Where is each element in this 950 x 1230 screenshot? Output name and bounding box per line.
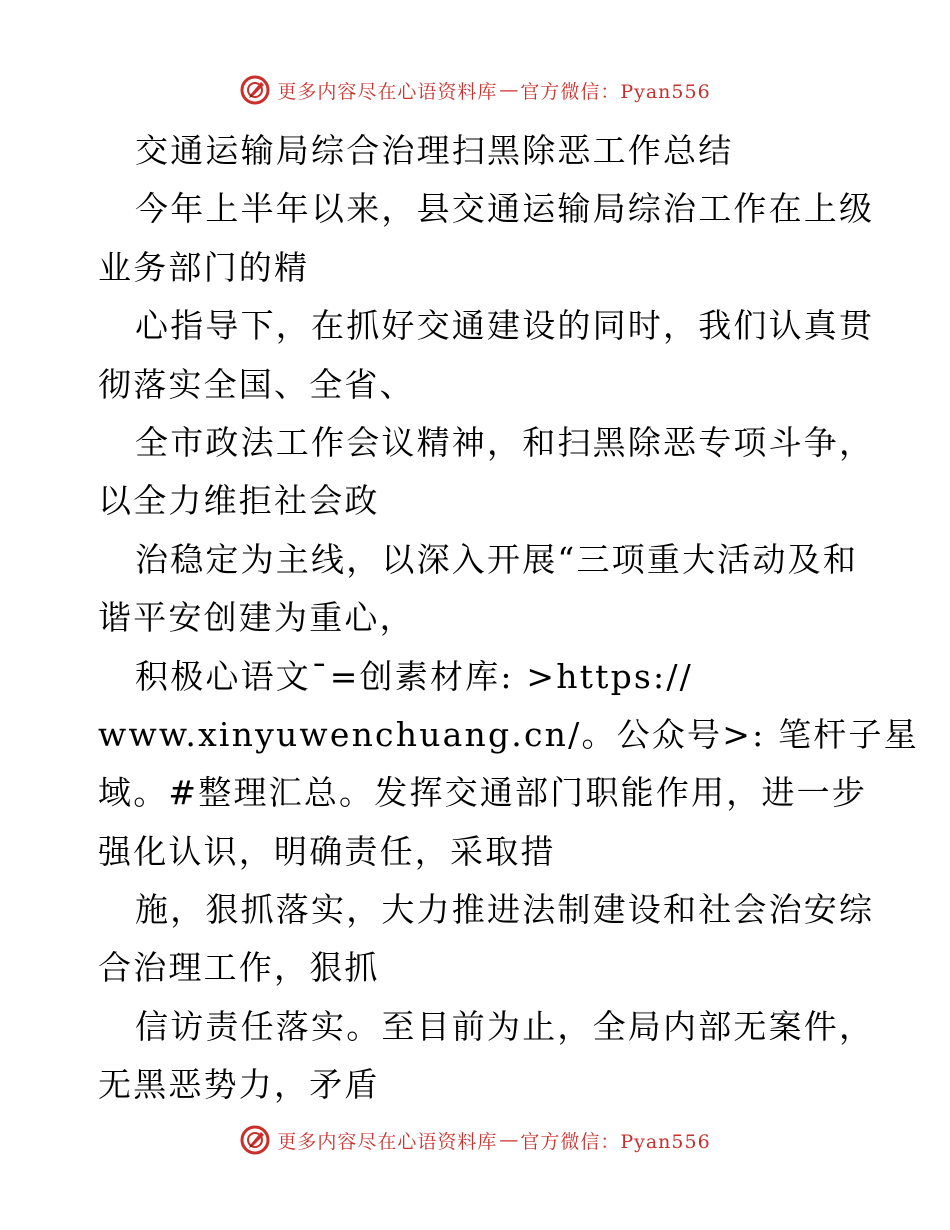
document-line: 信访责任落实。至目前为止，全局内部无案件， [135, 1006, 875, 1046]
document-line: 彻落实全国、全省、 [98, 364, 415, 404]
pen-nib-logo-icon [239, 1124, 271, 1156]
document-line: 业务部门的精 [98, 247, 310, 287]
document-line: 以全力维拒社会政 [98, 481, 380, 521]
footer-banner [0, 1120, 950, 1160]
document-line: www.xinyuwenchuang.cn/。公众号>: 笔杆子星 [98, 714, 919, 754]
document-line: 无黑恶势力，矛盾 [98, 1065, 380, 1105]
header-banner-separator: — [499, 79, 519, 101]
document-line: 今年上半年以来，县交通运输局综治工作在上级 [135, 189, 875, 229]
header-banner [0, 70, 950, 110]
header-banner-wechat: 官方微信：Pyan556 [520, 80, 711, 103]
document-body [98, 122, 919, 1115]
document-line: 合治理工作，狠抓 [98, 948, 380, 988]
document-line: 治稳定为主线，以深入开展“三项重大活动及和 [135, 539, 859, 579]
document-line: 全市政法工作会议精神，和扫黑除恶专项斗争， [135, 422, 875, 462]
document-line: 心指导下，在抓好交通建设的同时，我们认真贯 [135, 306, 875, 346]
document-title: 交通运输局综合治理扫黑除恶工作总结 [135, 131, 734, 170]
document-line: 强化认识，明确责任，采取措 [98, 831, 556, 871]
footer-banner-wechat: 官方微信：Pyan556 [520, 1130, 711, 1153]
document-line: 谐平安创建为重心， [98, 598, 415, 638]
document-line: 域。#整理汇总。发挥交通部门职能作用，进一步 [98, 773, 868, 813]
footer-banner-separator: — [499, 1129, 519, 1151]
pen-nib-logo-icon [239, 74, 271, 106]
document-line: 施，狠抓落实，大力推进法制建设和社会治安综 [135, 890, 875, 930]
header-banner-text: 更多内容尽在心语资料库 [277, 80, 498, 103]
document-line: 积极心语文¯=创素材库: >https:// [135, 656, 693, 696]
footer-banner-text: 更多内容尽在心语资料库 [277, 1130, 498, 1153]
